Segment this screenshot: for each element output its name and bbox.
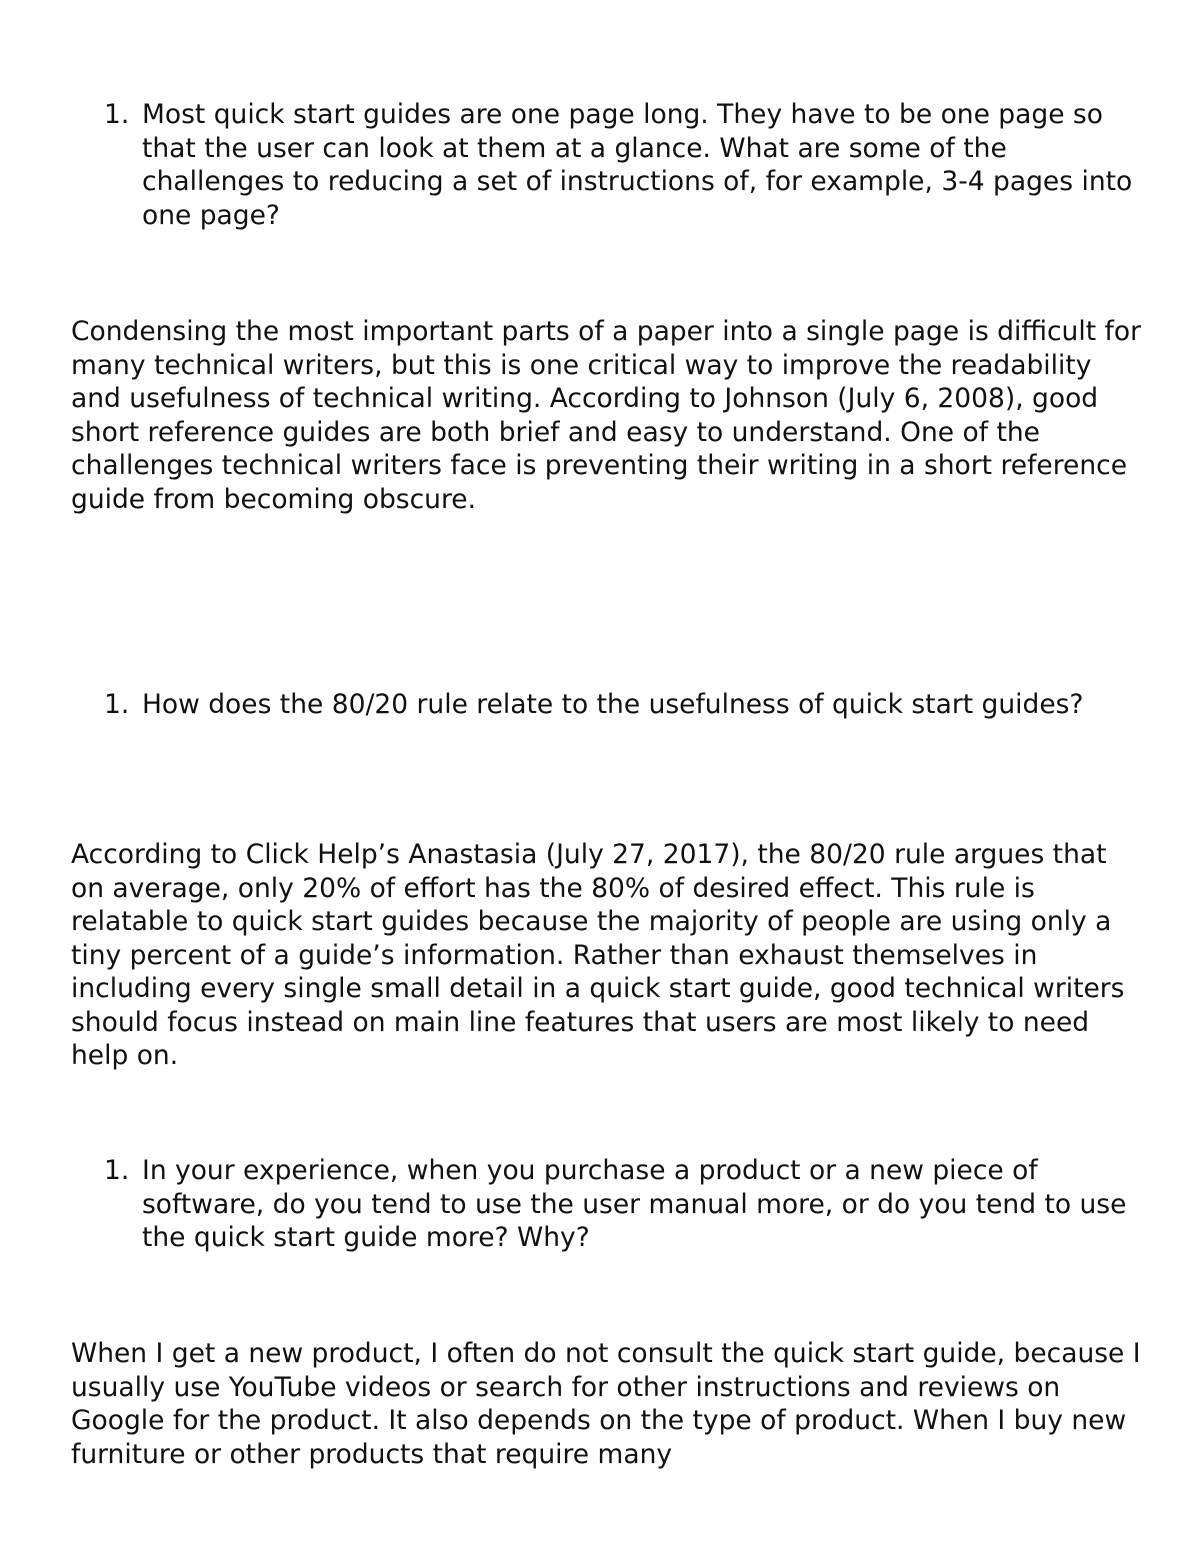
question-3 xyxy=(104,1154,1134,1255)
list-number: 1. xyxy=(104,99,130,130)
list-number: 1. xyxy=(104,689,130,720)
answer-paragraph-3: When I get a new product, I often do not consult the quick start guide, because I usually use YouTube videos or search for other instructions and reviews on Google for the product. It also depends on the type of product. When I buy new furniture or other products that require many xyxy=(71,1338,1141,1470)
question-text: In your experience, when you purchase a product or a new piece of software, do you tend to use the user manual more, or do you tend to use the quick start guide more? Why? xyxy=(142,1155,1127,1253)
question-2 xyxy=(104,688,1134,722)
answer-paragraph-1: Condensing the most important parts of a paper into a single page is difficult for many technical writers, but this is one critical way to improve the readability and usefulness of technical writing. According to Johnson (July 6, 2008), good short reference guides are both brief and easy to understand. One of the challenges technical writers face is preventing their writing in a short reference guide from becoming obscure. xyxy=(71,316,1141,515)
list-number: 1. xyxy=(104,1155,130,1186)
question-text: Most quick start guides are one page long. They have to be one page so that the user can look at them at a glance. What are some of the challenges to reducing a set of instructions of, for example, 3-4 pages into one page? xyxy=(142,99,1133,231)
question-text: How does the 80/20 rule relate to the usefulness of quick start guides? xyxy=(142,689,1084,720)
answer-paragraph-2: According to Click Help’s Anastasia (July 27, 2017), the 80/20 rule argues that on average, only 20% of effort has the 80% of desired effect. This rule is relatable to quick start guides because the majority of people are using only a tiny percent of a guide’s information. Rather than exhaust themselves in including every single small detail in a quick start guide, good technical writers should focus instead on main line features that users are most likely to need help on. xyxy=(71,839,1125,1071)
question-1 xyxy=(104,98,1134,232)
